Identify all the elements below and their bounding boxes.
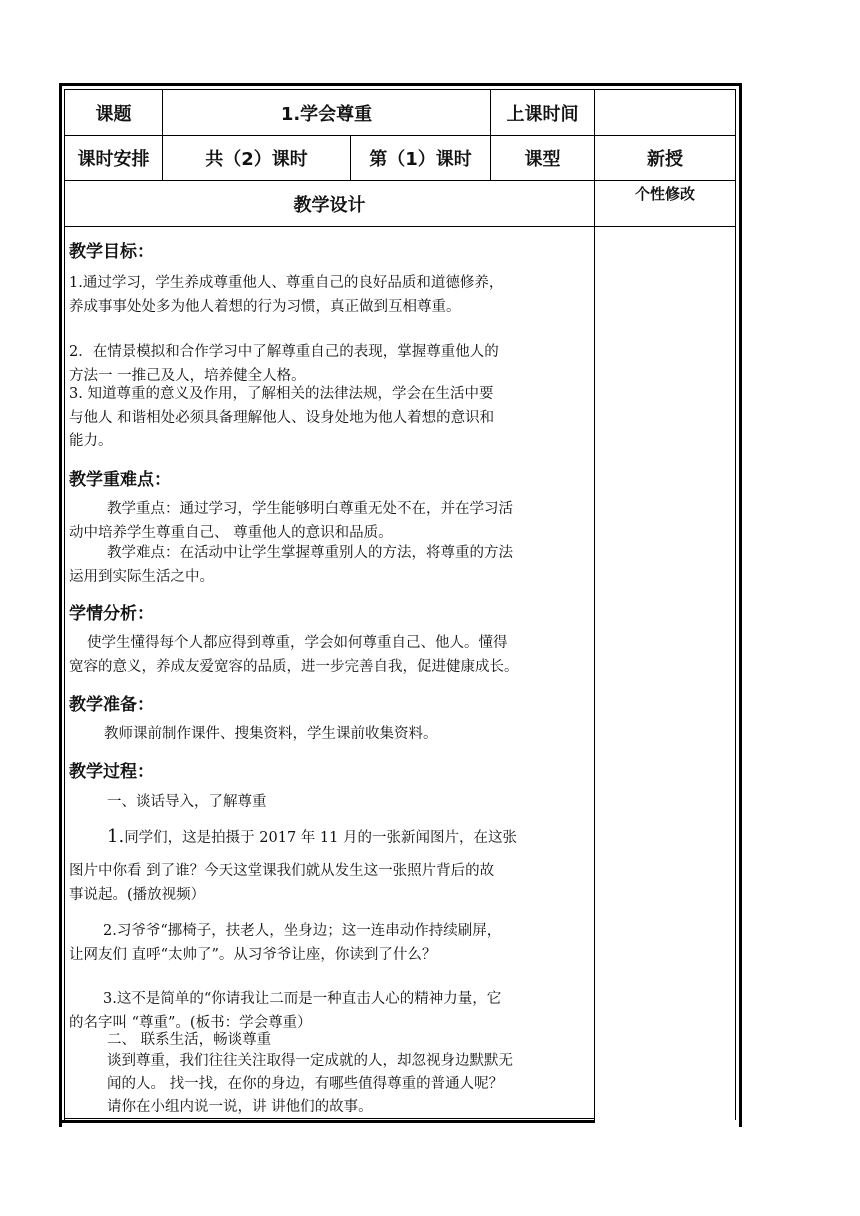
table-top-border xyxy=(59,83,742,86)
table-left-border xyxy=(59,83,62,1127)
col-divider-4 xyxy=(594,89,595,1120)
process-section-1: 一、谈话导入，了解尊重 xyxy=(107,794,267,810)
analysis-text: 使学生懂得每个人都应得到尊重，学会如何尊重自己、他人。懂得 宽容的意义，养成友爱宽容的品质，进一步完善自我，促进健康成长。 xyxy=(69,635,519,675)
total-periods: 共（2）课时 xyxy=(205,149,308,170)
table-bottom-border xyxy=(59,1120,595,1123)
lesson-type-value: 新授 xyxy=(647,149,683,170)
row-divider-3 xyxy=(64,226,736,227)
process-section-2: 二、 联系生活，畅谈尊重 xyxy=(107,1032,272,1048)
process-step-1-first-line xyxy=(107,825,517,851)
label-class-time: 上课时间 xyxy=(506,103,579,125)
current-period: 第（1）课时 xyxy=(369,149,472,170)
design-title: 教学设计 xyxy=(293,194,366,216)
process-section-2-text: 谈到尊重，我们往往关注取得一定成就的人，却忽视身边默默无 闻的人。 找一找，在你的身边，有哪些值得尊重的普通人呢？ 请你在小组内说一说，讲 讲他们的故事。 xyxy=(107,1053,513,1115)
inner-left xyxy=(64,89,65,1120)
preparation-text: 教师课前制作课件、搜集资料，学生课前收集资料。 xyxy=(104,726,438,742)
lesson-topic: 1.学会尊重 xyxy=(280,103,373,125)
process-heading: 教学过程： xyxy=(69,762,154,782)
table-right-border xyxy=(739,83,742,1127)
process-step-3: 3.这不是简单的“你请我让二而是一种直击人心的精神力量，它 的名字叫 “尊重”。(板书：学会尊重） xyxy=(69,991,502,1031)
objectives-heading: 教学目标： xyxy=(69,242,154,262)
preparation-heading: 教学准备： xyxy=(69,695,154,715)
step-1-number: 1. xyxy=(107,826,125,847)
revision-title: 个性修改 xyxy=(634,185,695,203)
key-focus: 教学重点：通过学习，学生能够明白尊重无处不在，并在学习活 动中培养学生尊重自己、 尊重他人的意识和品质。 xyxy=(69,501,513,541)
analysis-heading: 学情分析： xyxy=(69,604,154,624)
objective-3: 3. 知道尊重的意义及作用，了解相关的法律法规，学会在生活中要 与他人 和谐相处必须具备理解他人、设身处地为他人着想的意识和 能力。 xyxy=(69,386,495,449)
label-schedule: 课时安排 xyxy=(77,149,150,170)
class-time-value xyxy=(595,90,735,135)
inner-right xyxy=(735,89,736,1120)
label-lesson-type: 课型 xyxy=(524,149,561,170)
objective-2: 2．在情景模拟和合作学习中了解尊重自己的表现，掌握尊重他人的 方法一 一推己及人，培养健全人格。 xyxy=(69,344,499,384)
step-1-text: 同学们，这是拍摄于 2017 年 11 月的一张新闻图片，在这张 xyxy=(124,830,517,846)
label-topic: 课题 xyxy=(95,103,132,125)
key-difficulty: 教学难点：在活动中让学生掌握尊重别人的方法，将尊重的方法 运用到实际生活之中。 xyxy=(69,545,513,585)
process-step-1-rest: 图片中你看 到了谁？今天这堂课我们就从发生这一张照片背后的故 事说起。(播放视频） xyxy=(69,863,495,903)
objective-1: 1.通过学习，学生养成尊重他人、尊重自己的良好品质和道德修养， 养成事事处处多为他人着想的行为习惯，真正做到互相尊重。 xyxy=(69,275,504,315)
process-step-2: 2.习爷爷“挪椅子，扶老人，坐身边；这一连串动作持续刷屏， 让网友们 直呼“太帅了”。从习爷爷让座，你读到了什么？ xyxy=(69,923,502,963)
key-points-heading: 教学重难点： xyxy=(69,470,171,490)
